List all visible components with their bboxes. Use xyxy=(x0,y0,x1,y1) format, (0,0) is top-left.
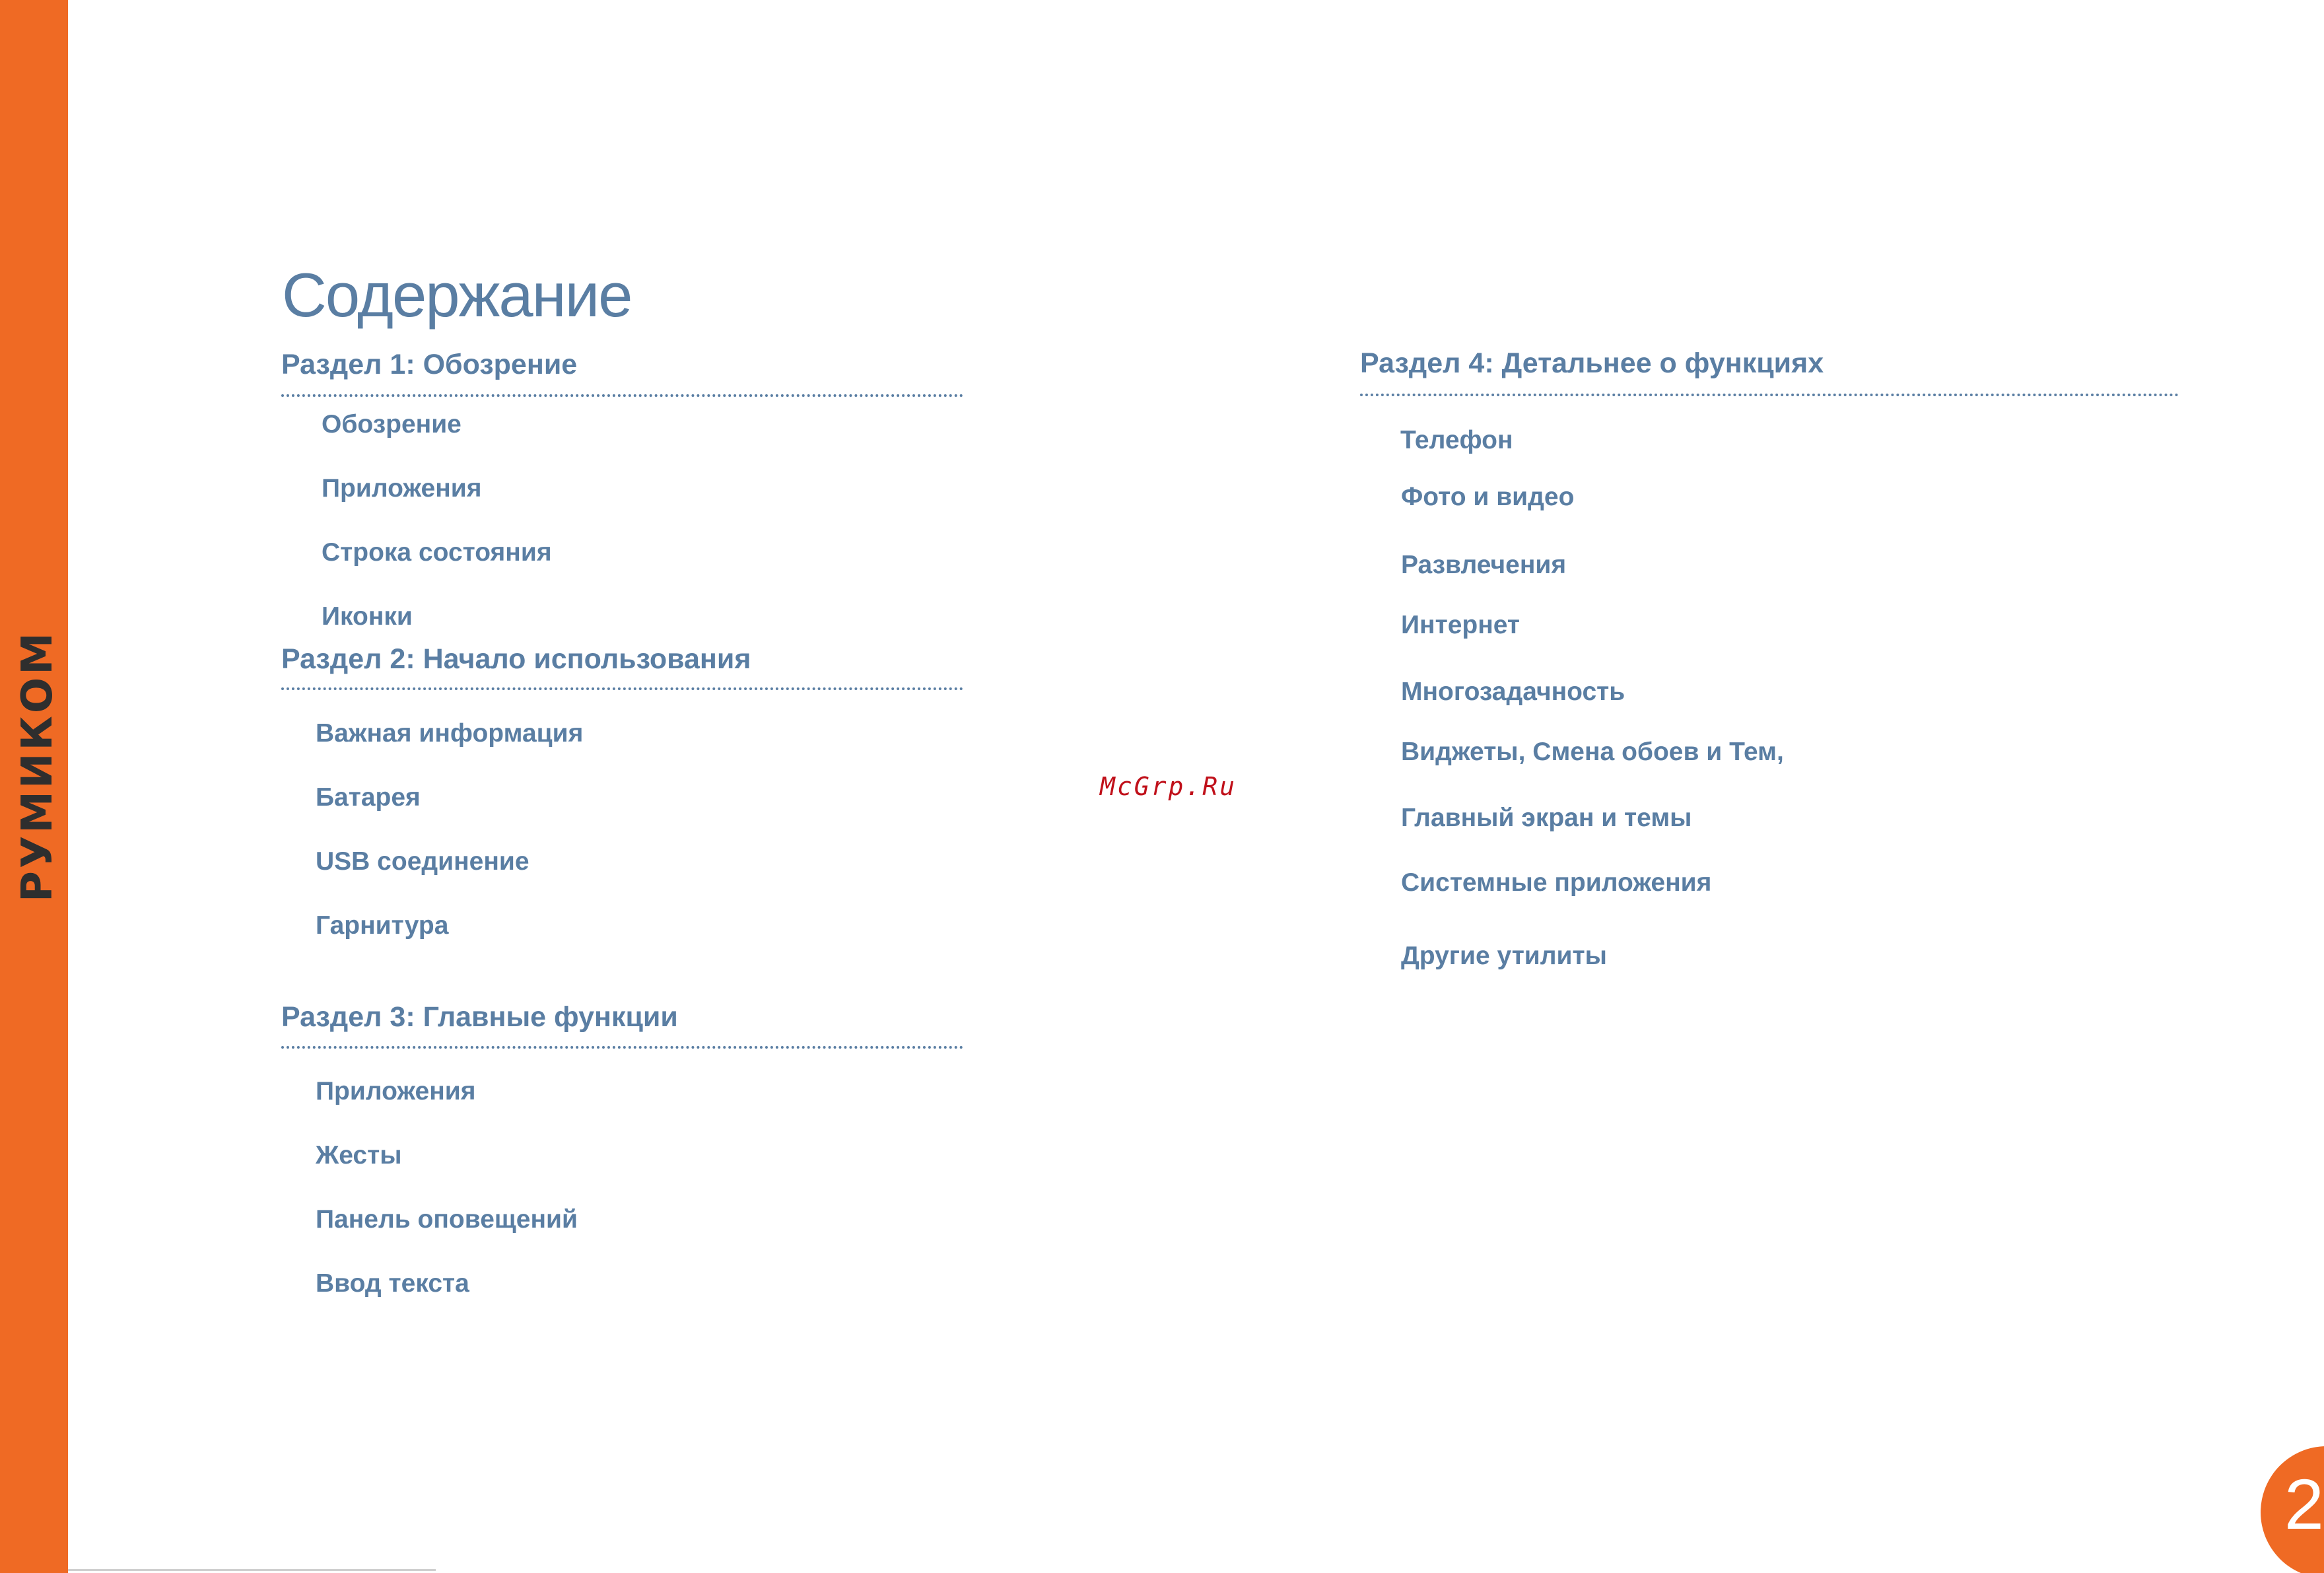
toc-item[interactable]: Телефон xyxy=(1400,426,1513,454)
section-2-rule xyxy=(281,687,963,690)
page-number: 2 xyxy=(2284,1464,2324,1544)
toc-item[interactable]: Развлечения xyxy=(1401,551,1567,579)
toc-item[interactable]: Системные приложения xyxy=(1401,868,1712,897)
toc-item[interactable]: Приложения xyxy=(316,1077,476,1105)
section-4-heading: Раздел 4: Детальнее о функциях xyxy=(1360,347,1824,379)
page-title: Содержание xyxy=(282,260,632,330)
section-3-rule xyxy=(281,1046,963,1049)
section-1-heading: Раздел 1: Обозрение xyxy=(281,349,578,380)
toc-item[interactable]: Гарнитура xyxy=(316,911,449,940)
toc-item[interactable]: USB соединение xyxy=(316,847,530,876)
toc-item[interactable]: Виджеты, Смена обоев и Тем, xyxy=(1401,738,1784,766)
watermark: McGrp.Ru xyxy=(1100,772,1237,801)
section-4-rule xyxy=(1360,394,2179,396)
toc-item[interactable]: Важная информация xyxy=(316,719,584,748)
toc-item[interactable]: Многозадачность xyxy=(1401,678,1625,706)
section-2-heading: Раздел 2: Начало использования xyxy=(281,643,751,675)
toc-item[interactable]: Другие утилиты xyxy=(1401,942,1607,970)
toc-item[interactable]: Приложения xyxy=(322,474,482,503)
section-3-heading: Раздел 3: Главные функции xyxy=(281,1001,678,1033)
toc-item[interactable]: Строка состояния xyxy=(322,538,552,567)
toc-item[interactable]: Панель оповещений xyxy=(316,1205,578,1234)
toc-item[interactable]: Батарея xyxy=(316,783,421,812)
toc-item[interactable]: Главный экран и темы xyxy=(1401,804,1692,832)
footer-divider xyxy=(68,1569,436,1571)
toc-item[interactable]: Фото и видео xyxy=(1401,483,1575,511)
brand-logo: РУМИКОМ xyxy=(13,630,62,902)
toc-item[interactable]: Ввод текста xyxy=(316,1269,469,1298)
section-1-rule xyxy=(281,394,963,397)
toc-item[interactable]: Интернет xyxy=(1401,611,1521,639)
toc-item[interactable]: Обозрение xyxy=(322,410,461,438)
toc-item[interactable]: Жесты xyxy=(316,1141,402,1170)
toc-item[interactable]: Иконки xyxy=(322,602,413,631)
